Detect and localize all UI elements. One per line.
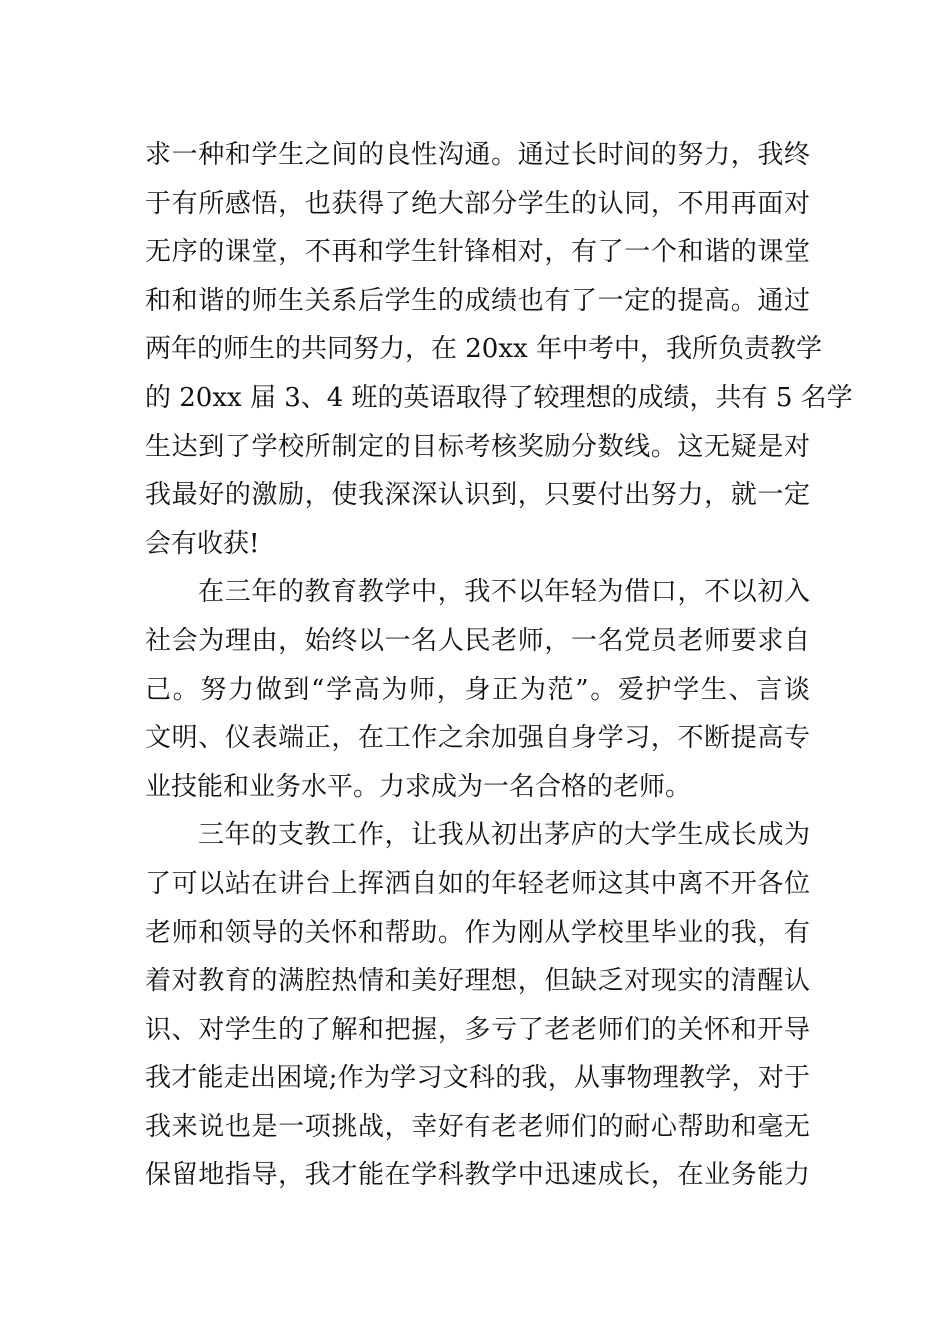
text-line: 业技能和业务水平。力求成为一名合格的老师。: [145, 771, 692, 802]
text-line: 我最好的激励，使我深深认识到，只要付出努力，就一定: [145, 480, 810, 511]
text-line: 识、对学生的了解和把握，多亏了老老师们的关怀和开导: [145, 1014, 810, 1045]
text-line: 老师和领导的关怀和帮助。作为刚从学校里毕业的我，有: [145, 917, 810, 948]
text-line: 社会为理由，始终以一名人民老师，一名党员老师要求自: [145, 625, 810, 656]
text-line: 我来说也是一项挑战，幸好有老老师们的耐心帮助和毫无: [145, 1111, 810, 1142]
text-line: 文明、仪表端正，在工作之余加强自身学习，不断提高专: [145, 723, 810, 754]
text-line: 生达到了学校所制定的目标考核奖励分数线。这无疑是对: [145, 431, 810, 462]
body-text: [145, 131, 853, 1200]
text-line: 了可以站在讲台上挥洒自如的年轻老师这其中离不开各位: [145, 868, 810, 899]
text-line: 求一种和学生之间的良性沟通。通过长时间的努力，我终: [145, 140, 810, 170]
text-line: 在三年的教育教学中，我不以年轻为借口，不以初入: [198, 577, 810, 608]
text-line: 和和谐的师生关系后学生的成绩也有了一定的提高。通过: [145, 285, 810, 316]
text-line: 于有所感悟，也获得了绝大部分学生的认同，不用再面对: [145, 188, 810, 219]
text-line: 两年的师生的共同努力，在 20xx 年中考中，我所负责教学: [145, 334, 822, 365]
text-line: 的 20xx 届 3、4 班的英语取得了较理想的成绩，共有 5 名学: [145, 382, 853, 413]
text-line: 我才能走出困境;作为学习文科的我，从事物理教学，对于: [145, 1063, 810, 1094]
text-line: 三年的支教工作，让我从初出茅庐的大学生成长成为: [198, 820, 810, 851]
text-line: 己。努力做到“学高为师，身正为范”。爱护学生、言谈: [145, 674, 810, 705]
text-line: 会有收获!: [145, 528, 260, 559]
text-line: 保留地指导，我才能在学科教学中迅速成长，在业务能力: [145, 1160, 810, 1191]
text-line: 着对教育的满腔热情和美好理想，但缺乏对现实的清醒认: [145, 966, 810, 997]
text-line: 无序的课堂，不再和学生针锋相对，有了一个和谐的课堂: [145, 237, 810, 268]
